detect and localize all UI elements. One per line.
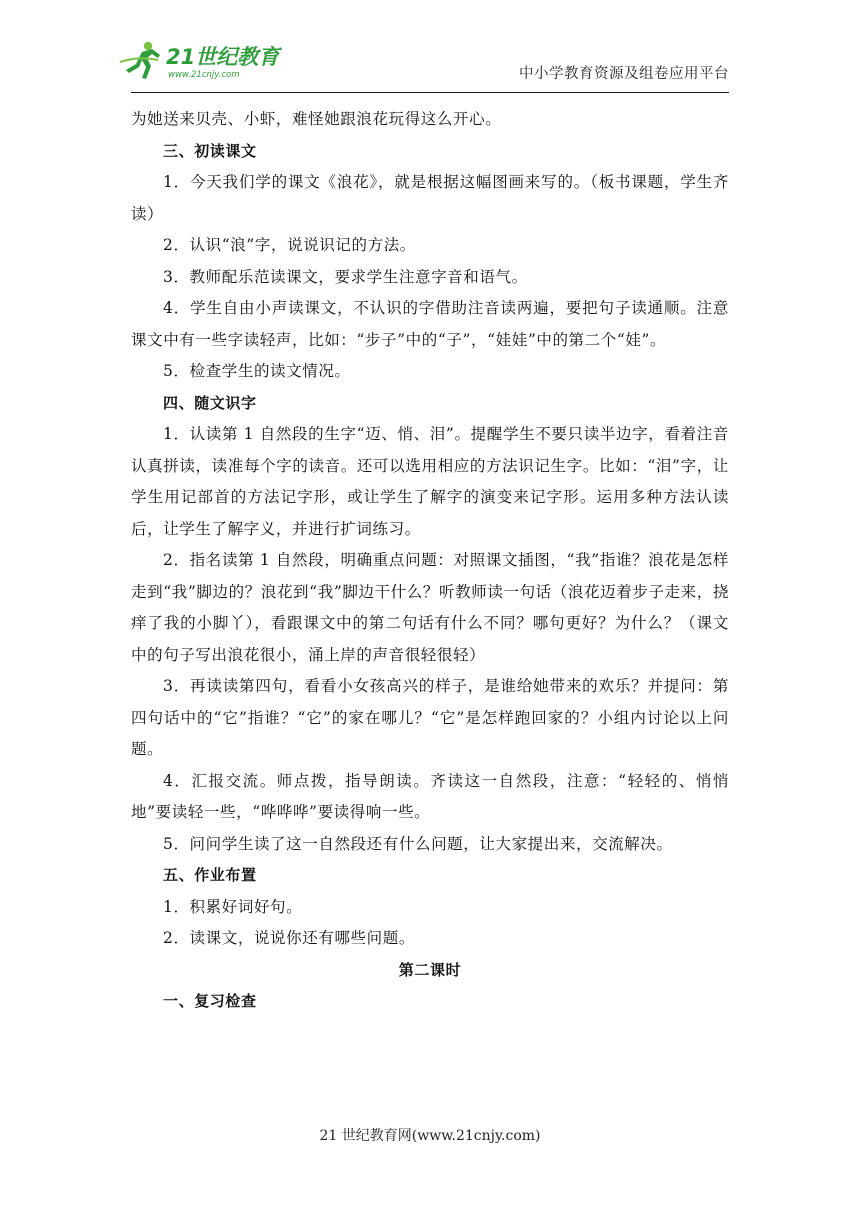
paragraph: 5．问问学生读了这一自然段还有什么问题，让大家提出来，交流解决。 [163, 834, 673, 853]
document-body [131, 104, 729, 1018]
page-header [0, 0, 860, 100]
logo [118, 40, 288, 84]
paragraph: 为她送来贝壳、小虾，难怪她跟浪花玩得这么开心。 [131, 110, 502, 128]
paragraph: 3．教师配乐范读课文，要求学生注意字音和语气。 [163, 267, 528, 286]
paragraph: 2．读课文，说说你还有哪些问题。 [163, 929, 415, 947]
paragraph: 1．今天我们学的课文《浪花》，就是根据这幅图画来写的。（板书课题，学生齐读） [131, 173, 729, 223]
paragraph: 1．认读第 1 自然段的生字“迈、悄、泪”。提醒学生不要只读半边字，看着注音认真拼读，读准每个字的读音。还可以选用相应的方法识记生字。比如：“泪”字，让学生用记部首的方法记字形，或让学生了解字的演变来记字形。运用多种方法认读后，让学生了解字义，并进行扩词练习。 [131, 425, 729, 538]
paragraph: 3．再读读第四句，看看小女孩高兴的样子，是谁给她带来的欢乐？并提问：第四句话中的“它”指谁？“它”的家在哪儿？“它”是怎样跑回家的？小组内讨论以上问题。 [131, 677, 729, 758]
platform-name: 中小学教育资源及组卷应用平台 [519, 66, 729, 82]
logo-text: 21世纪教育 [166, 45, 280, 69]
page-footer: 21 世纪教育网(www.21cnjy.com) [319, 1128, 541, 1144]
section-heading: 一、复习检查 [163, 992, 257, 1010]
runner-icon [120, 42, 160, 79]
logo-mark [118, 40, 288, 84]
header-rule [131, 92, 729, 93]
section-heading: 五、作业布置 [163, 866, 257, 884]
lesson-title: 第二课时 [398, 960, 462, 979]
section-heading: 三、初读课文 [163, 141, 257, 160]
logo-url: www.21cnjy.com [168, 70, 240, 80]
paragraph: 5．检查学生的读文情况。 [163, 362, 351, 380]
paragraph: 2．指名读第 1 自然段，明确重点问题：对照课文插图，“我”指谁？浪花是怎样走到“我”脚边的？浪花到“我”脚边干什么？听教师读一句话（浪花迈着步子走来，挠痒了我的小脚丫），看跟课文中的第二句话有什么不同？哪句更好？为什么？（课文中的句子写出浪花很小，涌上岸的声音很轻很轻） [131, 551, 729, 664]
paragraph: 2．认识“浪”字，说说识记的方法。 [163, 236, 416, 254]
paragraph: 4．学生自由小声读课文，不认识的字借助注音读两遍，要把句子读通顺。注意课文中有一些字读轻声，比如：“步子”中的“子”，“娃娃”中的第二个“娃”。 [131, 299, 729, 349]
section-heading: 四、随文识字 [163, 393, 257, 412]
paragraph: 4．汇报交流。师点拨，指导朗读。齐读这一自然段，注意：“轻轻的、悄悄地”要读轻一些，“哗哗哗”要读得响一些。 [131, 771, 729, 821]
paragraph: 1．积累好词好句。 [163, 897, 303, 916]
